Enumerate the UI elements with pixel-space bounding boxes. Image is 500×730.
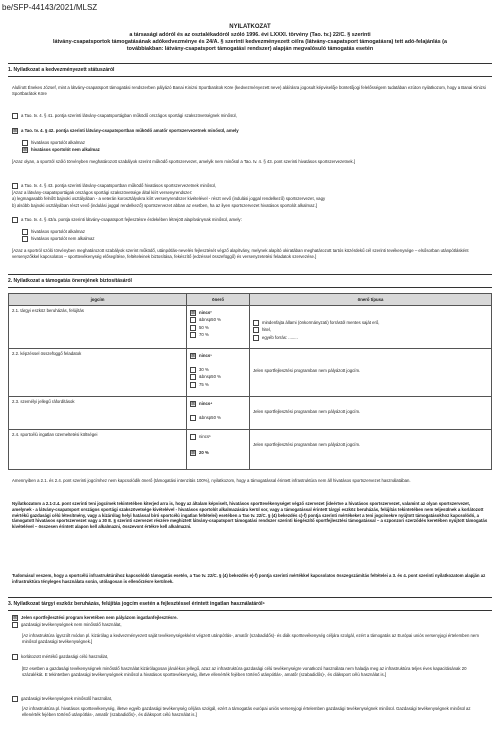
option-43[interactable] [12,183,490,189]
option-label: 70 % [199,332,209,338]
onero-option[interactable] [190,401,246,407]
checkbox-checked[interactable]: ☒ [191,400,195,406]
checkbox[interactable] [190,317,196,323]
onero-option[interactable] [190,325,246,331]
header-oneró: önerő [187,294,250,306]
checkbox[interactable] [190,325,196,331]
onero-options [187,306,250,349]
section-1-intro: Alulírott Énekes József, mint a látvány-csapatsport támogatási rendszerben pályázó Banai Kinizsi Sportbarátok Köre (kedvezményezett neve) aláírásra jogosult képviselője büntetőjogi felelősségem tudatában ezúton nyilatkozom, hogy a Banai Kinizsi Sportbarátok Köre [12,85,486,96]
onero-type-options [250,306,492,349]
option-label: 50 % [199,324,209,330]
checkbox-checked[interactable]: ☒ [13,615,17,620]
onero-options [187,397,250,430]
checkbox[interactable] [12,654,18,660]
checkbox-checked[interactable]: ☒ [191,352,195,358]
checkbox[interactable] [190,367,196,373]
option-label: a Tao. tv. 4. § 41. pontja szerinti látvány-csapatsportágban működő országos sportági szakszövetségnek minősül, [21,113,237,119]
after-table-note: Amennyiben a 2.1. és 2.4. pont szerinti jogcímhez nem kapcsolódik önerő (támogatási intenzitás 100%), nyilatkozom, hogy a támogatással érintett infrastruktúra nem áll hivatásos sportszervezet használatában. [12,478,411,483]
option-label: egyéb forrás: ........ [262,334,298,340]
option-label: gazdasági tevékenységnek minősülő használat, [21,696,113,702]
onero-option[interactable] [190,450,246,456]
onero-options [187,430,250,470]
row-label: 2.4. sportcélú ingatlan üzemeltetési költségei [9,430,187,470]
not-applied-note: Jelen sportfejlesztési programban nem pályázott jogcím. [253,442,361,447]
onero-option[interactable] [190,353,246,359]
onero-option[interactable] [190,317,246,323]
option-41[interactable] [12,113,490,119]
option-label: &bnsp50 % [199,317,221,323]
checkbox[interactable] [253,335,259,341]
note-2b: a) legmagasabb felnőtt bajnoki osztályában - a veterán korosztályokra kiírt versenyrendszer kivételével - részt vevő (indulási joggal rendelkező) sportszervezet, vagy [12,196,326,201]
usage-note-2: [Ez esetben a gazdasági tevékenységnek minősülő használat kizárólagosan járulékos jellegű, azaz az infrastruktúra gazdasági célú tevékenységre vonatkozó használata nem haladja meg az infrastruktúra teljes éves kapacitásának 20 százalékát. E tekintetben gazdasági tevékenységnek minősül a hivatásos sporttevékenység, illetve ellenérték fejében történő utánpótlás-, amatőr (szabadidős)-, és diáksport célú használat is.] [22,666,467,677]
checkbox[interactable] [22,229,28,235]
usage-note-1: [Az infrastruktúra ígyszólt módon pl. kizárólag a kedvezményezett saját tevékenységekként végzett utánpótlás-, amatőr (szabadidős)- és diák sporttevékenység céljára szolgál, ezért a támogatás az Európai uniós versenyjogi értelemben nem minősül gazdasági tevékenységnek.] [22,633,479,644]
option-label: 20 % [199,449,209,455]
onero-option[interactable] [190,382,246,388]
option-42a[interactable] [22,140,482,146]
title-line-3: látvány-csapatsportok támogatásának adókedvezménye és 24/A. § szerinti kedvezményezett célra (látvány-csapatsport támogatásra) tett adó-felajánlás (a [53,38,447,45]
title-line-4: továbbiakban: látvány-csapatsport támogatási rendszer) alapján megvalósuló támogatás esetén [126,45,374,52]
note-2c: b) alsóbb bajnoki osztályában részt vevő (indulási joggal rendelkező) sportszervezet abban az esetben, ha az ilyen sportszervezet hivatásos sportolót alkalmaz.] [12,203,318,208]
type-option[interactable] [253,327,488,333]
paragraph-2: Nyilatkozatom a 2.1-2.4. pont szerinti teni jogcímek tekintetében kiterjed arra is, hogy az általam képviselt, hivatásos sporttevékenységet végző szervezet (ideértve a hivatásos sportszervezet, valamint az olyan sportszervezet, amelynek - a látvány-csapatsport országos sportági szakszövetsége kivételével - hivatásos sportolót alkalmazására kerül sor, vagy a támogatással érintett tárgyi eszköz beruházás, felújítás tekintetében nem teljesülnek a korlátozott mértékű gazdasági célú létesítmény, vagy a kizárólag helyi hatással bíró sportcélú ingatlan feltételei) esetében a Tao tv. 22/C. § (4) bekezdés c)-f) pontja szerinti mértékeket a teni jogcímekre nyújtott támogatásokhoz kapcsolódó, a támogatott hivatásos sportszervezet vagy a 30 E. § szerinti szervezet részére meghiztett látvány-csapatsport támogatási rendszer szerinti kiegészítő sportfejlesztési támogatással – a szponzori szerződés keretében nyújtott támogatás kivételével – összesen érintett alapon kell alkalmazni, összevont értékre kell alkalmazni. [12,501,488,530]
row-label: 2.3. személyi jellegű ráfordítások [9,397,187,430]
table-row [9,397,492,430]
row-label: 2.2. képzéssel összefüggő feladatok [9,349,187,397]
option-label: hitel, [262,327,272,333]
checkbox[interactable] [190,415,196,421]
option-label: nincs⁵ [199,433,211,439]
onero-type-note [250,349,492,397]
header-jogcim: jogcím [9,294,187,306]
note-3: [Azaz a sportról szóló törvényben meghatározott szabályok szerint működő, utánpótlás-nevelés fejlesztését végző alapítvány, melynek alapító okiratában meghatározott tartós közérdekű cél szerinti tevékenysége – elsősorban utánpótlásként versenyzőkkel kapcsolatos – sporttevékenység elősegítése, feltételeinek biztosítása, fekészítő (edzéssel összefüggő) és versenyzetetési feladatok szervezése.] [12,248,469,259]
divider [8,63,492,64]
checkbox[interactable] [12,113,18,119]
usage-note-3: [Az infrastruktúra pl. hivatásos sporttevékenység, illetve egyéb gazdasági tevékenység céljára szolgál, ezért a támogatás európai uniós versenyjogi értelemben gazdasági tevékenységnek minősül. Gazdasági tevékenységnek minősül az ellenérték fejében történő utánpótlás-, amatőr (szabadidős)-, és diáksport célú használat is.] [22,706,471,717]
checkbox[interactable] [253,327,259,333]
option-label: &bnsp50 % [199,414,221,420]
not-applied-note: Jelen sportfejlesztési programban nem pályázott jogcím. [253,368,361,373]
checkbox[interactable] [190,382,196,388]
onero-option[interactable] [190,367,246,373]
checkbox-checked[interactable]: ☒ [191,449,195,455]
option-label: 75 % [199,381,209,387]
paragraph-3: Tudomásul veszem, hogy a sportcélú infrastruktúrához kapcsolódó támogatás esetén, a Tao tv. 22/C. § (4) bekezdés e)-f) pontja szerinti mértékkel kapcsolatos összegszámítás feltételei a 3. és 4. pont szerinti nyilatkozatom alapján az infrastruktúra tényleges használata során, utólagosan is ellenőrzésre kerülnek. [12,573,486,584]
option-label: hivatásos sportolót nem alkalmaz [31,236,95,242]
document-reference: be/SFP-44143/2021/MLSZ [2,3,98,12]
option-42b[interactable] [22,147,482,153]
option-label: a Tao. tv. 4. § 43/a. pontja szerinti látvány-csapatsport fejlesztésre érdekében létrejött alapítványnak minősül, amely: [21,217,242,223]
option-label: hivatásos sportolót nem alkalmaz [31,147,100,153]
checkbox[interactable] [190,434,196,440]
option-43a[interactable] [12,217,490,223]
onero-type-note [250,397,492,430]
document-title [10,24,490,53]
table-row [9,349,492,397]
checkbox[interactable] [22,236,28,242]
checkbox[interactable] [12,622,18,628]
checkbox[interactable] [12,183,18,189]
section-3-heading: 3. Nyilatkozat tárgyi eszköz beruházás, felújítás jogcím esetén a fejlesztéssel érintett ingatlan használatáról⁶ [8,601,265,607]
header-onero-tipusa: önerő típusa [250,294,492,306]
type-option[interactable] [253,320,488,326]
option-42[interactable] [12,128,490,134]
type-option[interactable] [253,335,488,341]
not-applied-note: Jelen sportfejlesztési programban nem pályázott jogcím. [253,409,361,414]
onero-option[interactable] [190,434,246,440]
option-label: nincs² [199,309,212,315]
option-label: a Tao. tv. 4. § 43. pontja szerinti látvány-csapatsportban működő hivatásos sportszervezetnek minősül, [21,183,216,189]
title-line-1: NYILATKOZAT [229,24,271,30]
table-row [9,430,492,470]
option-label: hivatásos sportolót alkalmaz [31,140,85,146]
checkbox[interactable] [190,332,196,338]
checkbox-checked[interactable]: ☒ [13,128,17,133]
note-1: [Azaz olyan, a sportról szóló törvényben meghatározott szabályok szerint működő sportszervezet, amelyik nem minősül a Tao. tv. 4. § 43. pont szerinti hivatásos sportszervezetnek.] [12,159,356,164]
checkbox[interactable] [22,140,28,146]
checkbox[interactable] [190,374,196,380]
usage-option-none[interactable] [12,615,490,621]
divider [8,610,492,611]
onero-option[interactable] [190,332,246,338]
table-row [9,306,492,349]
usage-option-noneconomic[interactable] [12,622,490,628]
option-label: nincs³ [199,352,212,358]
option-label: mindenfajta állami (önkormányzati) forrástól mentes saját erő, [262,319,380,325]
divider [8,274,492,275]
checkbox[interactable] [12,217,18,223]
option-label: &bnsp50 % [199,374,221,380]
onero-options [187,349,250,397]
option-label: gazdasági tevékenységnek nem minősülő használat, [21,622,122,628]
divider [8,287,492,288]
onero-type-note [250,430,492,470]
checkbox-checked[interactable]: ☒ [191,309,195,315]
divider [8,597,492,598]
option-label: nincs⁴ [199,400,213,406]
option-label: a Tao. tv. 4. § 42. pontja szerinti látvány-csapatsportban működő amatőr sportszervezetnek minősül, amely [21,128,239,134]
section-2-heading: 2. Nyilatkozat a támogatás önerejének biztosításáról [8,278,132,284]
onero-option[interactable] [190,374,246,380]
checkbox-checked[interactable]: ☒ [23,147,27,152]
option-label: Jelen sportfejlesztési program keretében nem pályázom ingatlanfejlesztésre. [21,615,178,621]
usage-option-economic[interactable] [12,696,490,702]
option-43a-1[interactable] [22,229,482,235]
onero-option[interactable] [190,415,246,421]
option-label: 30 % [199,366,209,372]
usage-option-limited[interactable] [12,654,490,660]
divider [8,76,492,77]
checkbox[interactable] [253,320,259,326]
option-43a-2[interactable] [22,236,482,242]
title-line-2: a társasági adóról és az osztalékadóról szóló 1996. évi LXXXI. törvény (Tao. tv.) 22/C. § szerinti [129,31,371,38]
option-label: hivatásos sportolót alkalmaz [31,229,85,235]
onero-option[interactable] [190,310,246,316]
row-label: 2.1. tárgyi eszköz beruházás, felújítás [9,306,187,349]
option-label: korlátozott mértékű gazdasági célú használat, [21,654,109,660]
own-contribution-table [8,293,492,470]
checkbox[interactable] [12,696,18,702]
section-1-heading: 1. Nyilatkozat a kedvezményezett státuszáról [8,67,115,73]
table-header-row [9,294,492,306]
note-2a: [Azaz a látvány-csapatsportágak országos sportági szakszövetsége által kiírt versenyrendszer: [12,190,193,195]
